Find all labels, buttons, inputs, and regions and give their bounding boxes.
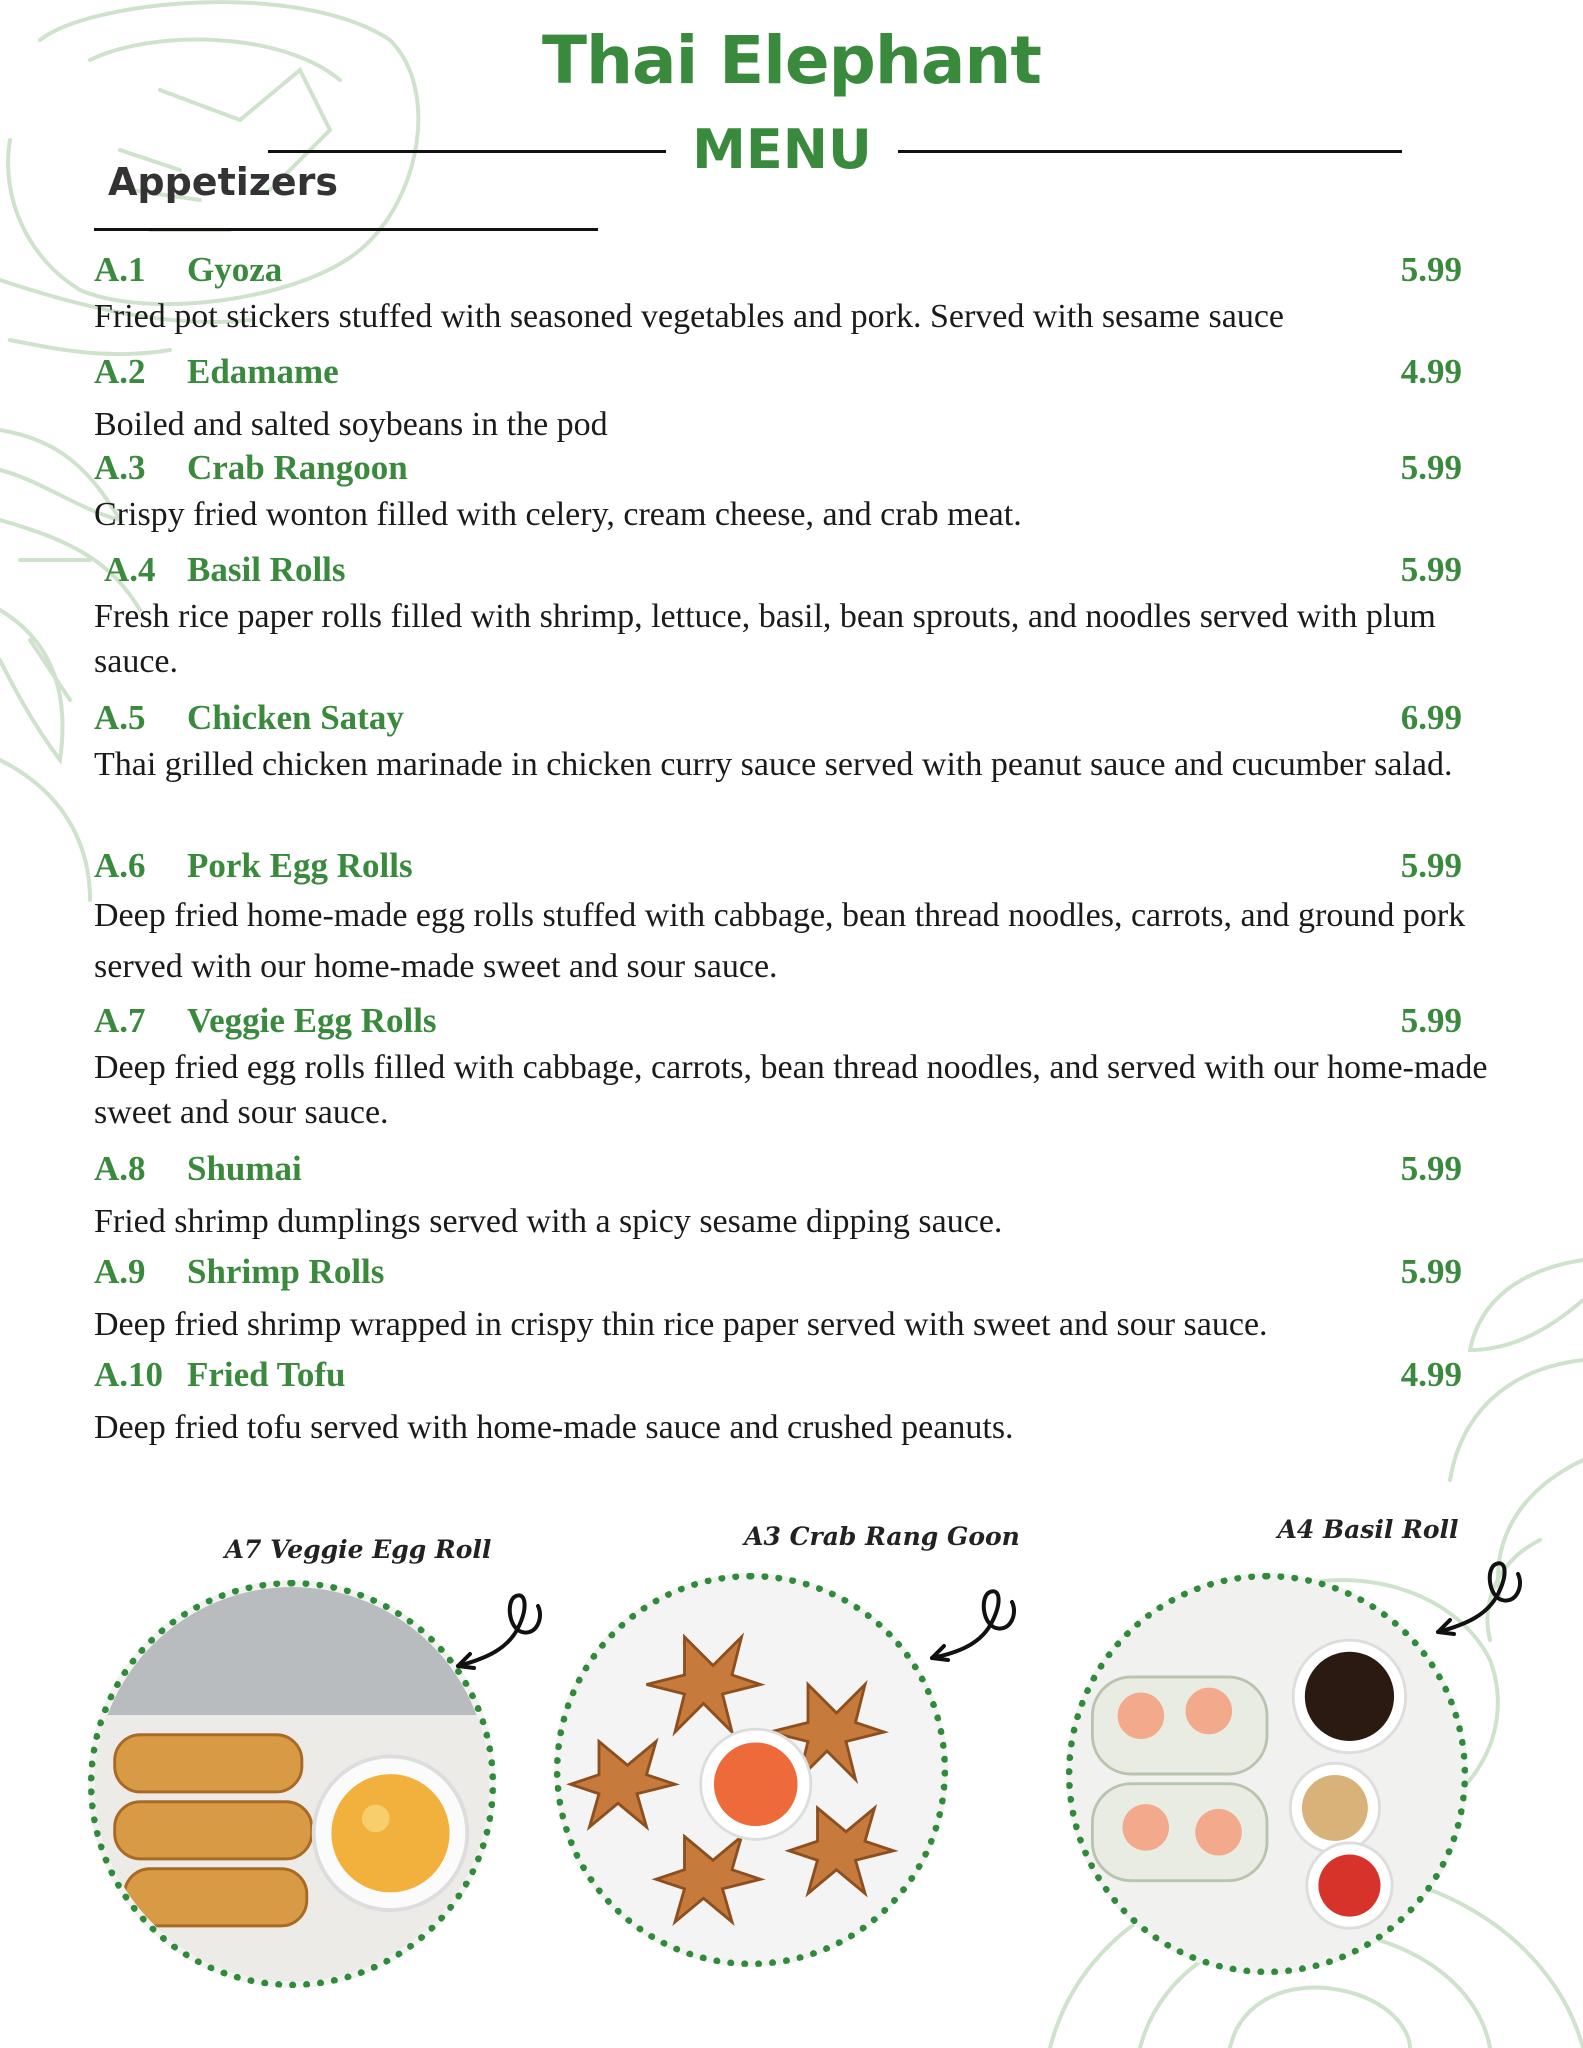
item-code: A.3	[94, 448, 146, 487]
item-price: 5.99	[1400, 250, 1462, 289]
photo-caption: A4 Basil Roll	[1277, 1515, 1459, 1544]
photo-caption: A3 Crab Rang Goon	[744, 1522, 1020, 1551]
item-code: A.4	[104, 550, 156, 589]
item-name: Edamame	[187, 352, 339, 391]
egg-roll-photo	[88, 1580, 496, 1988]
menu-item	[94, 1355, 1504, 1450]
item-code: A.8	[94, 1149, 146, 1188]
item-name: Veggie Egg Rolls	[187, 1001, 437, 1040]
menu-item	[94, 550, 1504, 684]
item-description: Fried pot stickers stuffed with seasoned vegetables and pork. Served with sesame sauce	[94, 298, 1284, 335]
item-price: 5.99	[1400, 1252, 1462, 1291]
curly-arrow-icon	[922, 1586, 1022, 1676]
divider-line	[898, 150, 1402, 153]
item-code: A.6	[94, 846, 146, 885]
basil-roll-photo	[1066, 1573, 1468, 1975]
item-code: A.9	[94, 1252, 146, 1291]
curly-arrow-icon	[1428, 1556, 1528, 1646]
crab-rangoon-illustration	[561, 1580, 941, 1960]
menu-item	[94, 1252, 1504, 1347]
item-description: Deep fried shrimp wrapped in crispy thin rice paper served with sweet and sour sauce.	[94, 1306, 1268, 1343]
egg-roll-illustration	[95, 1587, 489, 1981]
item-description: Crispy fried wonton filled with celery, cream cheese, and crab meat.	[94, 496, 1022, 533]
section-underline	[94, 228, 598, 231]
item-name: Pork Egg Rolls	[187, 846, 413, 885]
menu-item	[94, 1149, 1504, 1244]
item-price: 4.99	[1400, 352, 1462, 391]
menu-item	[94, 1001, 1504, 1135]
item-price: 5.99	[1400, 448, 1462, 487]
item-description: Deep fried egg rolls filled with cabbage, carrots, bean thread noodles, and served with our home-made sweet and sour sauce.	[94, 1049, 1488, 1131]
restaurant-name: Thai Elephant	[542, 22, 1041, 99]
item-code: A.5	[94, 698, 146, 737]
item-price: 5.99	[1400, 1001, 1462, 1040]
item-description: Thai grilled chicken marinade in chicken curry sauce served with peanut sauce and cucumber salad.	[94, 746, 1453, 783]
item-code: A.1	[94, 250, 146, 289]
item-price: 5.99	[1400, 846, 1462, 885]
menu-item	[94, 250, 1504, 339]
menu-item	[94, 846, 1504, 992]
crab-rangoon-photo	[554, 1573, 948, 1967]
item-description: Deep fried tofu served with home-made sauce and crushed peanuts.	[94, 1409, 1014, 1446]
item-description: Boiled and salted soybeans in the pod	[94, 406, 608, 443]
item-description: Fried shrimp dumplings served with a spicy sesame dipping sauce.	[94, 1203, 1003, 1240]
item-name: Shrimp Rolls	[187, 1252, 385, 1291]
item-price: 4.99	[1400, 1355, 1462, 1394]
item-name: Shumai	[187, 1149, 302, 1188]
section-title: Appetizers	[108, 160, 339, 204]
item-name: Basil Rolls	[187, 550, 346, 589]
menu-title: MENU	[692, 118, 872, 181]
basil-roll-illustration	[1073, 1580, 1461, 1968]
item-price: 6.99	[1400, 698, 1462, 737]
item-name: Crab Rangoon	[187, 448, 408, 487]
curly-arrow-icon	[448, 1588, 548, 1678]
item-code: A.7	[94, 1001, 146, 1040]
item-code: A.2	[94, 352, 146, 391]
photo-caption: A7 Veggie Egg Roll	[224, 1535, 492, 1564]
menu-item	[94, 448, 1504, 537]
item-description: Deep fried home-made egg rolls stuffed with cabbage, bean thread noodles, carrots, and ground pork served with our home-made sweet and sour sauce.	[94, 897, 1466, 985]
item-price: 5.99	[1400, 1149, 1462, 1188]
item-name: Gyoza	[187, 250, 283, 289]
divider-line	[268, 150, 666, 153]
item-price: 5.99	[1400, 550, 1462, 589]
item-code: A.10	[94, 1355, 164, 1394]
item-description: Fresh rice paper rolls filled with shrimp, lettuce, basil, bean sprouts, and noodles served with plum sauce.	[94, 598, 1436, 680]
menu-item	[94, 352, 1504, 447]
menu-item	[94, 698, 1504, 787]
item-name: Chicken Satay	[187, 698, 404, 737]
item-name: Fried Tofu	[187, 1355, 346, 1394]
